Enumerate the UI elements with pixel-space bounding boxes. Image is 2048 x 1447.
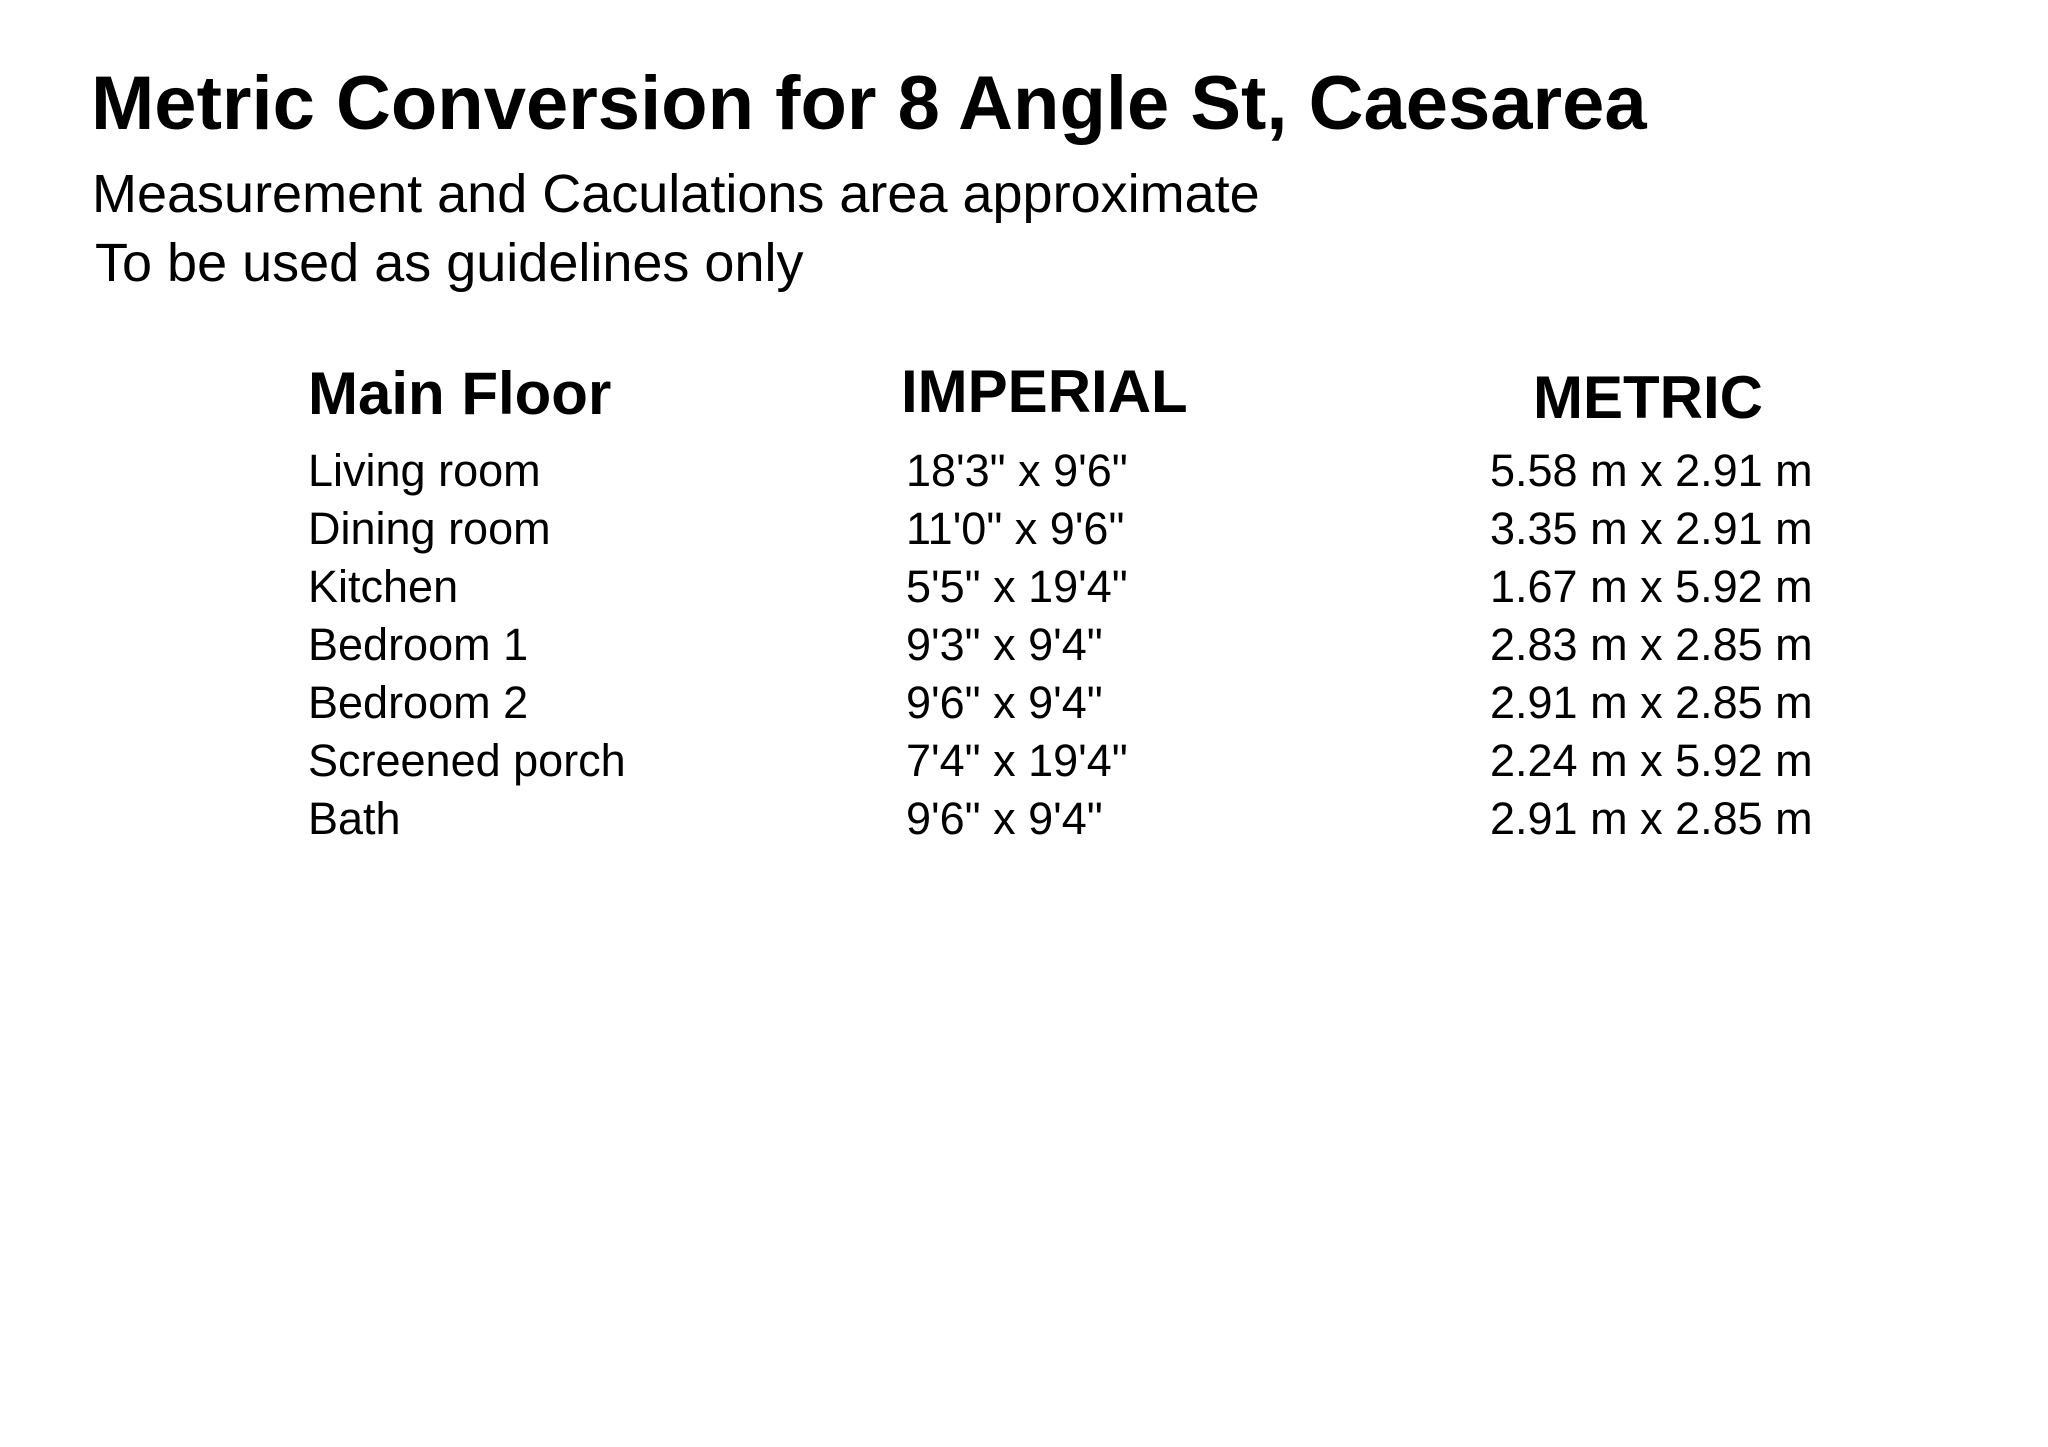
header-imperial: IMPERIAL	[901, 358, 1188, 425]
table-row	[0, 616, 2048, 674]
metric-dimensions: 5.58 m x 2.91 m	[1490, 445, 1813, 496]
imperial-dimensions: 11'0" x 9'6"	[906, 503, 1125, 554]
table-row	[0, 442, 2048, 500]
metric-dimensions: 2.24 m x 5.92 m	[1490, 735, 1813, 786]
room-name: Bath	[308, 793, 401, 844]
room-name: Bedroom 1	[308, 619, 529, 670]
imperial-dimensions: 9'6" x 9'4"	[906, 793, 1103, 844]
table-row	[0, 500, 2048, 558]
room-name: Screened porch	[308, 735, 626, 786]
imperial-dimensions: 5'5" x 19'4"	[906, 561, 1128, 612]
table-row	[0, 732, 2048, 790]
table-row	[0, 674, 2048, 732]
disclaimer-line-1: Measurement and Caculations area approximate	[92, 164, 1260, 224]
room-table	[0, 442, 2048, 848]
metric-dimensions: 2.91 m x 2.85 m	[1490, 793, 1813, 844]
imperial-dimensions: 7'4" x 19'4"	[906, 735, 1128, 786]
room-name: Dining room	[308, 503, 551, 554]
page-title: Metric Conversion for 8 Angle St, Caesarea	[91, 61, 1647, 146]
table-row	[0, 790, 2048, 848]
room-name: Kitchen	[308, 561, 459, 612]
imperial-dimensions: 9'3" x 9'4"	[906, 619, 1103, 670]
header-main-floor: Main Floor	[308, 360, 612, 427]
imperial-dimensions: 18'3" x 9'6"	[906, 445, 1128, 496]
room-name: Bedroom 2	[308, 677, 529, 728]
header-metric: METRIC	[1533, 364, 1763, 431]
disclaimer-line-2: To be used as guidelines only	[95, 233, 804, 293]
imperial-dimensions: 9'6" x 9'4"	[906, 677, 1103, 728]
metric-dimensions: 3.35 m x 2.91 m	[1490, 503, 1813, 554]
metric-dimensions: 2.91 m x 2.85 m	[1490, 677, 1813, 728]
room-name: Living room	[308, 445, 541, 496]
metric-dimensions: 2.83 m x 2.85 m	[1490, 619, 1813, 670]
table-row	[0, 558, 2048, 616]
metric-dimensions: 1.67 m x 5.92 m	[1490, 561, 1813, 612]
